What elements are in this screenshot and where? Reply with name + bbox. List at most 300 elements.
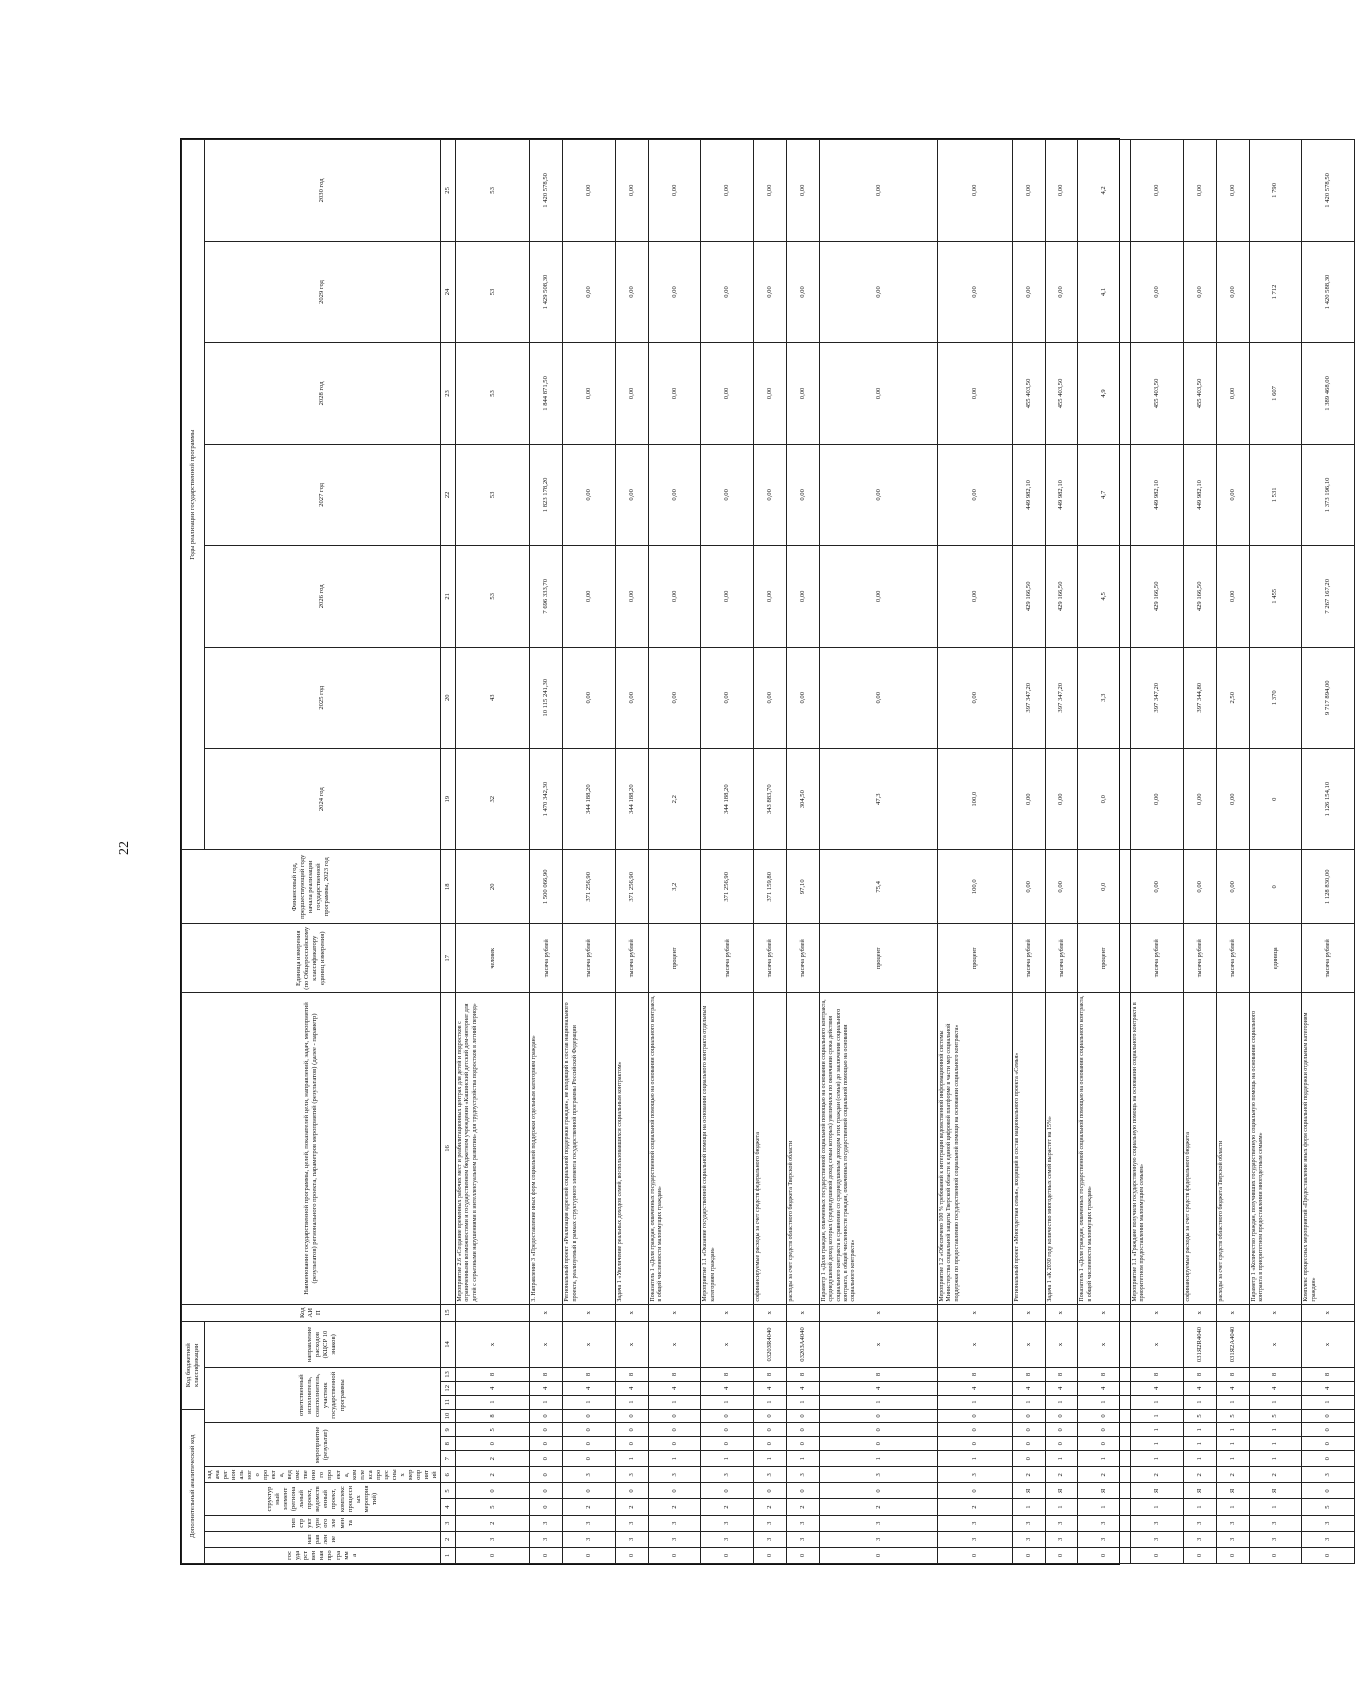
year-value-cell: 0,00 [819, 444, 937, 545]
code-cell: 4 [938, 1381, 1012, 1395]
code-cell: 1 [615, 1395, 648, 1409]
code-cell: х [701, 1321, 754, 1367]
header-year-2025: 2025 год [205, 647, 441, 748]
code-cell: 4 [1078, 1381, 1131, 1395]
code-cell: 5 [455, 1423, 529, 1437]
code-cell: 8 [938, 1368, 1012, 1382]
code-cell: 1 [1216, 1423, 1249, 1437]
code-cell: 1 [1216, 1451, 1249, 1467]
code-cell: 3 [1216, 1531, 1249, 1547]
code-cell: х [648, 1321, 701, 1367]
code-cell [455, 1304, 529, 1321]
code-cell: 8 [754, 1368, 787, 1382]
code-cell: 0 [648, 1423, 701, 1437]
column-number: 8 [440, 1437, 455, 1451]
year-value-cell: 0,00 [938, 140, 1012, 242]
item-name-cell: Региональный проект «Многодетная семья», входящий в состав национального проекта «Семья» [1012, 993, 1045, 1304]
column-number-row [440, 140, 455, 1564]
year-value-cell: 0,00 [615, 647, 648, 748]
year-value-cell: 0,00 [1012, 241, 1045, 342]
year-value-cell: 0,00 [938, 546, 1012, 647]
column-number: 17 [440, 924, 455, 993]
year-value-cell: 429 166,50 [1183, 546, 1216, 647]
code-cell: х [938, 1321, 1012, 1367]
unit-cell: процент [1078, 924, 1131, 993]
code-cell: 1 [754, 1451, 787, 1467]
program-table [181, 139, 1355, 1564]
code-cell: 2 [455, 1467, 529, 1483]
code-cell: 4 [1216, 1381, 1249, 1395]
code-cell: 8 [563, 1368, 616, 1382]
year-value-cell: 0,00 [563, 343, 616, 444]
base-year-value: 0,00 [1131, 850, 1184, 924]
code-cell: 1 [1131, 1423, 1184, 1437]
item-name-cell: Показатель 1 «Доля граждан, охваченных государственной социальной помощью на основании социального контракта, в общей численности малоимущих граждан» [1078, 993, 1131, 1304]
page-number: 22 [117, 841, 132, 855]
code-cell: 0 [615, 1437, 648, 1451]
column-number: 10 [440, 1409, 455, 1423]
code-cell: 5 [1216, 1409, 1249, 1423]
code-cell: 1 [1045, 1451, 1078, 1467]
column-number: 9 [440, 1423, 455, 1437]
code-cell: х [648, 1304, 701, 1321]
code-cell: 1 [1012, 1395, 1045, 1409]
unit-cell: процент [648, 924, 701, 993]
year-value-cell: 0,00 [787, 343, 820, 444]
year-value-cell: 10 115 241,30 [530, 647, 563, 748]
year-value-cell: 0,00 [701, 140, 754, 242]
code-cell: 3 [1012, 1531, 1045, 1547]
code-cell: 0 [1078, 1423, 1131, 1437]
year-value-cell: 0,00 [787, 647, 820, 748]
code-cell: 0 [615, 1409, 648, 1423]
code-cell: 0 [1302, 1451, 1355, 1467]
base-year-value: 371 256,90 [563, 850, 616, 924]
year-value-cell: 4,7 [1078, 444, 1131, 545]
year-value-cell: 53 [455, 241, 529, 342]
code-cell: 0 [754, 1483, 787, 1499]
code-cell: 4 [1302, 1381, 1355, 1395]
code-cell: 2 [1045, 1467, 1078, 1483]
year-value-cell: 4,1 [1078, 241, 1131, 342]
unit-cell: тысяча рублей [1012, 924, 1045, 993]
code-cell: 3 [701, 1515, 754, 1531]
year-value-cell: 1 420 588,30 [1302, 241, 1355, 342]
code-cell: 3 [1302, 1467, 1355, 1483]
year-value-cell: 0,00 [1045, 748, 1078, 849]
year-value-cell: 0,00 [1131, 748, 1184, 849]
code-cell: 3 [1131, 1531, 1184, 1547]
year-value-cell: 0,0 [1078, 748, 1131, 849]
year-value-cell: 0,00 [563, 647, 616, 748]
table-row [819, 140, 937, 1564]
column-number: 24 [440, 241, 455, 342]
code-cell: 2 [1249, 1467, 1302, 1483]
code-cell: 3 [530, 1515, 563, 1531]
column-number: 1 [440, 1547, 455, 1563]
code-cell: 0 [1012, 1423, 1045, 1437]
code-cell: 0 [938, 1547, 1012, 1563]
item-name-cell: Мероприятие 1.1 «Оказание государственной социальной помощи на основании социального контракта отдельным категориям граждан» [701, 993, 754, 1304]
year-value-cell: 0,00 [819, 343, 937, 444]
unit-cell: человек [455, 924, 529, 993]
code-cell: 0 [787, 1423, 820, 1437]
code-cell: Я [1131, 1483, 1184, 1499]
year-value-cell: 397 347,20 [1012, 647, 1045, 748]
code-cell: 1 [938, 1395, 1012, 1409]
code-cell: 3 [455, 1531, 529, 1547]
column-number: 16 [440, 993, 455, 1304]
code-cell: 2 [615, 1499, 648, 1515]
code-cell: 0 [754, 1409, 787, 1423]
base-year-value: 371 256,90 [615, 850, 648, 924]
code-cell: 0 [530, 1437, 563, 1451]
code-cell: 3 [1045, 1531, 1078, 1547]
header-budget-group: Код бюджетной классификации [182, 1321, 205, 1409]
code-cell: 1 [530, 1395, 563, 1409]
column-number: 14 [440, 1321, 455, 1367]
code-cell: 2 [754, 1499, 787, 1515]
header-struct: структурный элемент (региональный проект, ведомственный проект, комплекс процессных мероприятий) [205, 1483, 441, 1515]
year-value-cell: 304,50 [787, 748, 820, 849]
base-year-value: 0,00 [1183, 850, 1216, 924]
code-cell: 8 [648, 1368, 701, 1382]
code-cell: 1 [1216, 1499, 1249, 1515]
year-value-cell: 455 403,50 [1183, 343, 1216, 444]
code-cell: 8 [1078, 1368, 1131, 1382]
code-cell: 3 [938, 1467, 1012, 1483]
year-value-cell: 0,00 [1183, 140, 1216, 242]
year-value-cell: 0,00 [819, 140, 937, 242]
item-name-cell: софинансируемые расходы за счет средств федерального бюджета [1183, 993, 1216, 1304]
code-cell: 4 [701, 1381, 754, 1395]
code-cell: Я [1078, 1483, 1131, 1499]
code-cell: 1 [1302, 1395, 1355, 1409]
table-row [530, 140, 563, 1564]
header-aip-code: Код АИП [182, 1304, 441, 1321]
column-number: 23 [440, 343, 455, 444]
code-cell: 3 [1045, 1515, 1078, 1531]
year-value-cell: 1 790 [1249, 140, 1302, 242]
code-cell: 0 [787, 1409, 820, 1423]
year-value-cell: 0,00 [1216, 140, 1249, 242]
year-value-cell: 2,50 [1216, 647, 1249, 748]
code-cell: 1 [1045, 1395, 1078, 1409]
column-number: 25 [440, 140, 455, 242]
year-value-cell: 0,00 [754, 241, 787, 342]
year-value-cell: 32 [455, 748, 529, 849]
base-year-value: 75,4 [819, 850, 937, 924]
code-cell: 4 [530, 1381, 563, 1395]
code-cell: 0 [530, 1409, 563, 1423]
table-row [1249, 140, 1302, 1564]
code-cell: 1 [648, 1395, 701, 1409]
code-cell: 5 [1183, 1409, 1216, 1423]
year-value-cell: 449 982,10 [1183, 444, 1216, 545]
code-cell: 0 [819, 1423, 937, 1437]
code-cell: 3 [787, 1531, 820, 1547]
code-cell: 0 [530, 1499, 563, 1515]
base-year-value: 97,10 [787, 850, 820, 924]
column-number: 5 [440, 1483, 455, 1499]
code-cell: х [787, 1304, 820, 1321]
code-cell: 0 [787, 1483, 820, 1499]
code-cell: х [1012, 1321, 1045, 1367]
code-cell: 4 [819, 1381, 937, 1395]
year-value-cell: 0,00 [1216, 748, 1249, 849]
code-cell: 3 [1012, 1515, 1045, 1531]
code-cell: х [754, 1304, 787, 1321]
year-value-cell: 9 717 894,00 [1302, 647, 1355, 748]
item-name-cell: 3. Направление 3 «Предоставление иных форм социальной поддержки отдельным категориям граждан» [530, 993, 563, 1304]
code-cell: 0 [754, 1547, 787, 1563]
code-cell: 4 [1131, 1381, 1184, 1395]
column-number: 13 [440, 1368, 455, 1382]
code-cell: 1 [1216, 1437, 1249, 1451]
year-value-cell: 0,00 [754, 546, 787, 647]
code-cell: 8 [1045, 1368, 1078, 1382]
base-year-value: 1 500 066,90 [530, 850, 563, 924]
base-year-value: 3,2 [648, 850, 701, 924]
code-cell: 0 [938, 1423, 1012, 1437]
code-cell: 0 [1045, 1423, 1078, 1437]
item-name-cell: Комплекс процессных мероприятий «Предоставление иных форм социальной поддержки отдельным категориям граждан» [1302, 993, 1355, 1304]
code-cell: 1 [1216, 1395, 1249, 1409]
code-cell: 0 [455, 1547, 529, 1563]
base-year-value: 0 [1249, 850, 1302, 924]
code-cell: 0 [563, 1423, 616, 1437]
column-number: 20 [440, 647, 455, 748]
code-cell: 0 [1078, 1437, 1131, 1451]
code-cell: 8 [1216, 1368, 1249, 1382]
year-value-cell: 7 696 333,70 [530, 546, 563, 647]
code-cell: 1 [1078, 1499, 1131, 1515]
year-value-cell: 0,00 [1131, 140, 1184, 242]
code-cell: 3 [648, 1467, 701, 1483]
item-name-cell: Показатель 1 «Доля граждан, охваченных государственной социальной помощью на основании социального контракта, в общей численности малоимущих граждан» [648, 993, 701, 1304]
code-cell: 3 [1183, 1515, 1216, 1531]
unit-cell: процент [819, 924, 937, 993]
code-cell: 0 [1302, 1437, 1355, 1451]
year-value-cell: 344 188,20 [563, 748, 616, 849]
code-cell: 1 [1183, 1423, 1216, 1437]
code-cell: 0 [1012, 1437, 1045, 1451]
code-cell: 2 [787, 1499, 820, 1515]
table-row [787, 140, 820, 1564]
code-cell: х [819, 1304, 937, 1321]
year-value-cell: 0,00 [615, 241, 648, 342]
item-name-cell: Параметр 1 «Количество граждан, получивших государственную социальную помощь на основании социального контракта в приоритетном предоставлении многодетным семьям» [1249, 993, 1302, 1304]
code-cell: 0 [1012, 1547, 1045, 1563]
year-value-cell: 455 403,50 [1012, 343, 1045, 444]
code-cell: 1 [938, 1451, 1012, 1467]
code-cell: 1 [701, 1395, 754, 1409]
unit-cell: тысяча рублей [1302, 924, 1355, 993]
code-cell: 3 [1078, 1515, 1131, 1531]
code-cell: 2 [1078, 1467, 1131, 1483]
code-cell: 1 [1183, 1437, 1216, 1451]
code-cell: 0 [1045, 1409, 1078, 1423]
year-value-cell: 455 403,50 [1045, 343, 1078, 444]
code-cell: 4 [455, 1381, 529, 1395]
unit-cell: тысяча рублей [1183, 924, 1216, 993]
column-number: 2 [440, 1531, 455, 1547]
code-cell: 0 [819, 1409, 937, 1423]
code-cell: 0 [648, 1547, 701, 1563]
code-cell: 1 [1131, 1451, 1184, 1467]
code-cell: х [1045, 1304, 1078, 1321]
code-cell: 0 [1078, 1409, 1131, 1423]
year-value-cell: 1 370 [1249, 647, 1302, 748]
year-value-cell: 449 982,10 [1012, 444, 1045, 545]
code-cell: 3 [819, 1467, 937, 1483]
code-cell: 1 [819, 1395, 937, 1409]
year-value-cell: 0,00 [648, 444, 701, 545]
code-cell: х [530, 1304, 563, 1321]
year-value-cell: 1 844 871,50 [530, 343, 563, 444]
code-cell: 0320ЗR4040 [754, 1321, 787, 1367]
year-value-cell: 0,00 [819, 241, 937, 342]
code-cell: 0 [938, 1483, 1012, 1499]
code-cell: Я [1045, 1483, 1078, 1499]
column-number: 7 [440, 1451, 455, 1467]
year-value-cell: 0,00 [648, 647, 701, 748]
year-value-cell: 1 531 [1249, 444, 1302, 545]
item-name-cell: Мероприятие 1.2 «Обеспечено 100 % требований к интеграции ведомственной информационной системы Министерства социальной защиты Тверской области к единой цифровой платформе в части мер социальной поддержки по предоставлению государственной социальной помощи на основании социального контракта» [938, 993, 1012, 1304]
year-value-cell: 1 712 [1249, 241, 1302, 342]
code-cell: 3 [563, 1467, 616, 1483]
year-value-cell: 1 607 [1249, 343, 1302, 444]
year-value-cell: 0,00 [615, 546, 648, 647]
code-cell: х [1183, 1304, 1216, 1321]
code-cell: 2 [563, 1499, 616, 1515]
code-cell: 0 [563, 1547, 616, 1563]
year-value-cell: 0,00 [754, 647, 787, 748]
code-cell: 0 [455, 1437, 529, 1451]
code-cell: 1 [1249, 1395, 1302, 1409]
year-value-cell: 47,3 [819, 748, 937, 849]
table-row [1216, 140, 1249, 1564]
code-cell: 3 [754, 1467, 787, 1483]
code-cell: 0 [455, 1483, 529, 1499]
code-cell: 0 [1045, 1437, 1078, 1451]
year-value-cell: 0,00 [648, 140, 701, 242]
year-value-cell: 53 [455, 140, 529, 242]
year-value-cell: 0,00 [1045, 241, 1078, 342]
item-name-cell: Параметр 1 «Доля граждан, охваченных государственной социальной помощью на основании социального контракта, среднедушевой доход которых (среднедушевой доход семьи которых) увеличился по окончании срока действия социального контракта в сравнении со среднедушевым доходом этих граждан (семьи) до заключения социального контракта, в общей численности граждан, охваченных государственной социальной помощью на основании социального контракта» [819, 993, 937, 1304]
code-cell: 1 [648, 1451, 701, 1467]
unit-cell: тысяча рублей [1045, 924, 1078, 993]
year-value-cell: 0,00 [701, 343, 754, 444]
code-cell: 0 [938, 1409, 1012, 1423]
header-type: тип структурного элемента [205, 1515, 441, 1531]
code-cell: 0 [754, 1423, 787, 1437]
code-cell: 2 [1183, 1467, 1216, 1483]
code-cell: 0 [530, 1483, 563, 1499]
year-value-cell: 0,00 [563, 241, 616, 342]
year-value-cell: 0,00 [754, 343, 787, 444]
year-value-cell: 0 [1249, 748, 1302, 849]
base-year-value: 0,00 [1216, 850, 1249, 924]
code-cell: 0 [938, 1437, 1012, 1451]
code-cell: 0 [1131, 1547, 1184, 1563]
table-row [701, 140, 754, 1564]
year-value-cell: 0,00 [648, 241, 701, 342]
year-value-cell: 2,2 [648, 748, 701, 849]
header-year-2029: 2029 год [205, 241, 441, 342]
code-cell: 0 [1078, 1547, 1131, 1563]
year-value-cell: 449 982,10 [1045, 444, 1078, 545]
year-value-cell: 1 823 178,20 [530, 444, 563, 545]
code-cell: 3 [648, 1531, 701, 1547]
code-cell: 3 [615, 1515, 648, 1531]
table-row [754, 140, 787, 1564]
code-cell: 3 [1078, 1531, 1131, 1547]
code-cell: 0320ЗА4040 [787, 1321, 820, 1367]
code-cell: 4 [1183, 1381, 1216, 1395]
code-cell: х [1045, 1321, 1078, 1367]
base-year-value: 371 159,80 [754, 850, 787, 924]
code-cell: 1 [1183, 1451, 1216, 1467]
code-cell: 3 [530, 1531, 563, 1547]
table-row [938, 140, 1012, 1564]
year-value-cell: 397 344,80 [1183, 647, 1216, 748]
code-cell: 031Я2R4040 [1183, 1321, 1216, 1367]
code-cell: 0 [1249, 1547, 1302, 1563]
code-cell: 3 [1183, 1531, 1216, 1547]
code-cell: 1 [1131, 1437, 1184, 1451]
header-year-2028: 2028 год [205, 343, 441, 444]
code-cell: 1 [1045, 1499, 1078, 1515]
code-cell: 1 [563, 1395, 616, 1409]
code-cell: 5 [1249, 1409, 1302, 1423]
column-number: 21 [440, 546, 455, 647]
header-year-2030: 2030 год [205, 140, 441, 242]
code-cell: Я [1012, 1483, 1045, 1499]
column-number: 12 [440, 1381, 455, 1395]
code-cell: 3 [563, 1531, 616, 1547]
year-value-cell: 0,00 [938, 343, 1012, 444]
code-cell: 0 [1216, 1547, 1249, 1563]
year-value-cell: 455 403,50 [1131, 343, 1184, 444]
code-cell: 1 [1131, 1409, 1184, 1423]
year-value-cell: 0,00 [1045, 140, 1078, 242]
code-cell: 1 [1012, 1499, 1045, 1515]
table-row [563, 140, 616, 1564]
unit-cell: тысяча рублей [1131, 924, 1184, 993]
year-value-cell: 0,00 [615, 343, 648, 444]
code-cell: х [563, 1304, 616, 1321]
year-value-cell: 0,00 [1216, 444, 1249, 545]
code-cell: 3 [1302, 1515, 1355, 1531]
code-cell: 1 [1249, 1423, 1302, 1437]
unit-cell: процент [938, 924, 1012, 993]
year-value-cell: 1 420 578,50 [1302, 140, 1355, 242]
item-name-cell: Задача 1 «К 2030 году количество многодетных семей вырастет на 15%» [1045, 993, 1078, 1304]
code-cell: 3 [701, 1531, 754, 1547]
table-row [1131, 140, 1184, 1564]
year-value-cell: 1 470 342,30 [530, 748, 563, 849]
item-name-cell: Мероприятие 1.1 «Граждане получили государственную социальную помощь на основании социального контракта в приоритетном предоставлении малоимущим семьям» [1131, 993, 1184, 1304]
code-cell: х [1131, 1304, 1184, 1321]
year-value-cell: 53 [455, 546, 529, 647]
code-cell: 8 [701, 1368, 754, 1382]
code-cell: 3 [563, 1515, 616, 1531]
code-cell: 0 [1183, 1547, 1216, 1563]
code-cell: 0 [648, 1483, 701, 1499]
code-cell: 2 [1131, 1467, 1184, 1483]
header-base-year: Финансовый год, предшествующий году начала реализации государственной программы, 2023 год [182, 850, 441, 924]
